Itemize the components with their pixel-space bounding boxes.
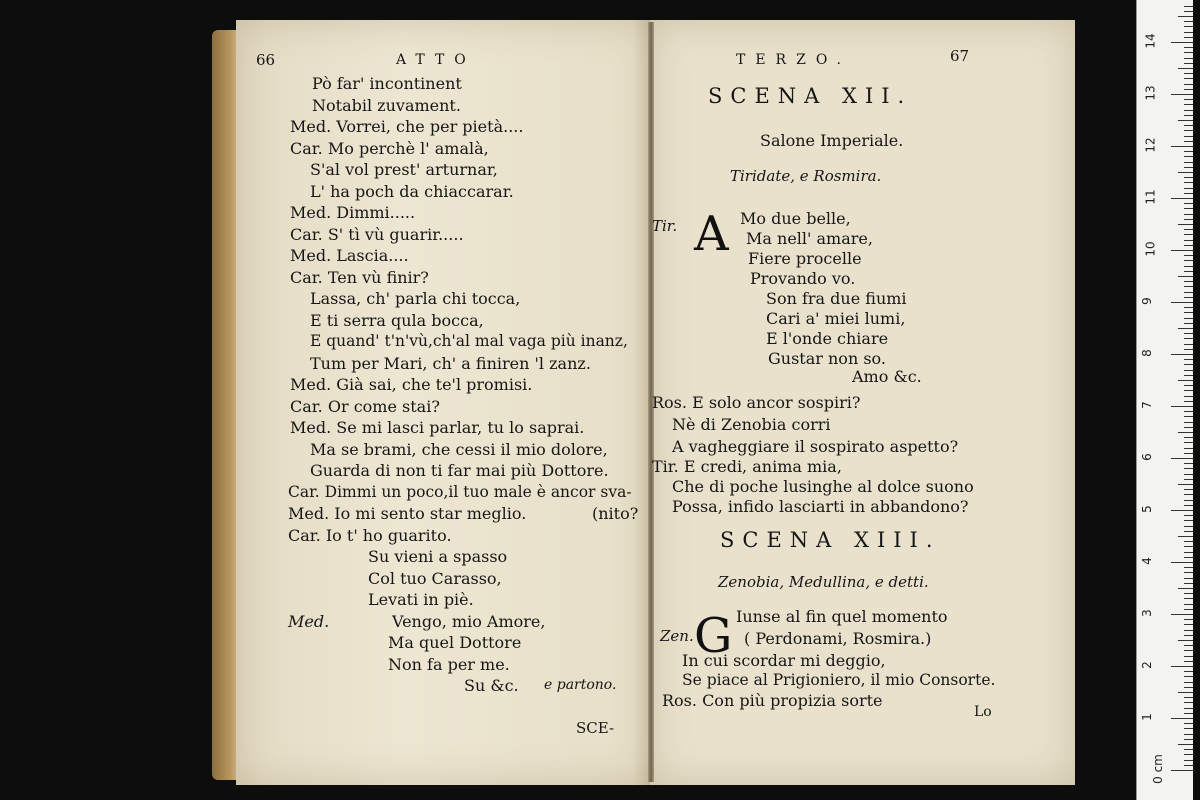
left-line-23: Car. Io t' ho guarito. <box>288 526 452 545</box>
ruler-tick <box>1171 354 1193 355</box>
ruler-tick <box>1184 208 1193 209</box>
ruler-tick <box>1178 588 1193 589</box>
aria-line-3: Fiere procelle <box>748 249 862 268</box>
ruler-tick <box>1184 390 1193 391</box>
left-line-22: (nito? <box>592 504 639 523</box>
ruler-tick <box>1178 640 1193 641</box>
ruler-tick <box>1184 229 1193 230</box>
ruler-tick <box>1178 536 1193 537</box>
left-line-7: Med. Dimmi..... <box>290 203 416 222</box>
ruler-tick <box>1178 16 1193 17</box>
aria-line-8: Gustar non so. <box>768 349 886 368</box>
ruler-number: 6 <box>1139 453 1154 461</box>
ruler-tick <box>1184 260 1193 261</box>
left-line-10: Car. Ten vù finir? <box>290 268 429 287</box>
ruler-tick <box>1184 219 1193 220</box>
ruler-tick <box>1184 234 1193 235</box>
ruler-number: 8 <box>1139 349 1154 357</box>
ruler-tick <box>1184 156 1193 157</box>
ruler-tick <box>1184 760 1193 761</box>
ruler-tick <box>1178 68 1193 69</box>
ruler-tick <box>1178 224 1193 225</box>
ruler-tick <box>1184 78 1193 79</box>
ruler-tick <box>1184 141 1193 142</box>
ruler-tick <box>1184 676 1193 677</box>
ruler-tick <box>1184 182 1193 183</box>
ruler-tick <box>1184 323 1193 324</box>
dialogue2-line-1: Iunse al fin quel momento <box>736 607 948 626</box>
left-line-28: Vengo, mio Amore, <box>392 612 546 631</box>
dialogue1-line-6: Possa, infido lasciarti in abbandono? <box>672 497 969 516</box>
left-line-26: Levati in piè. <box>368 590 474 609</box>
scena-xii-place: Salone Imperiale. <box>760 131 904 150</box>
ruler-tick <box>1184 489 1193 490</box>
ruler-tick <box>1184 73 1193 74</box>
ruler-tick <box>1184 448 1193 449</box>
ruler-tick <box>1184 63 1193 64</box>
ruler-tick <box>1171 94 1193 95</box>
ruler-tick <box>1184 255 1193 256</box>
ruler-tick <box>1184 21 1193 22</box>
ruler-tick <box>1178 120 1193 121</box>
ruler-tick <box>1171 614 1193 615</box>
ruler-tick <box>1184 338 1193 339</box>
ruler-tick <box>1178 692 1193 693</box>
ruler-tick <box>1171 666 1193 667</box>
ruler-tick <box>1184 89 1193 90</box>
ruler-tick <box>1184 307 1193 308</box>
ruler-tick <box>1184 349 1193 350</box>
ruler-tick <box>1184 526 1193 527</box>
ruler-tick <box>1184 687 1193 688</box>
left-line-24: Su vieni a spasso <box>368 547 508 566</box>
dialogue2-line-2: ( Perdonami, Rosmira.) <box>744 629 932 648</box>
ruler-tick <box>1184 297 1193 298</box>
scena-xii-title: SCENA XII. <box>708 84 913 108</box>
ruler-tick <box>1184 151 1193 152</box>
ruler-tick <box>1184 650 1193 651</box>
ruler-tick <box>1184 47 1193 48</box>
ruler-tick <box>1184 442 1193 443</box>
left-catchword: SCE- <box>576 719 615 737</box>
scena-xiii-title: SCENA XIII. <box>720 528 941 552</box>
ruler-tick <box>1184 162 1193 163</box>
left-line-32: e partono. <box>544 677 617 693</box>
ruler-tick <box>1171 770 1193 771</box>
ruler-tick <box>1184 656 1193 657</box>
ruler-tick <box>1184 375 1193 376</box>
ruler-tick <box>1184 624 1193 625</box>
left-line-15: Med. Già sai, che te'l promisi. <box>290 375 533 394</box>
ruler-tick <box>1178 328 1193 329</box>
left-line-21: Med. Io mi sento star meglio. <box>288 504 527 523</box>
ruler-number: 2 <box>1139 661 1154 669</box>
left-line-13: E quand' t'n'vù,ch'al mal vaga più inanz, <box>310 332 628 350</box>
left-line-17: Med. Se mi lasci parlar, tu lo saprai. <box>290 418 585 437</box>
right-page-number: 67 <box>950 47 970 65</box>
dialogue2-line-4: Se piace al Prigioniero, il mio Consorte. <box>682 671 996 689</box>
ruler-tick <box>1184 515 1193 516</box>
ruler-tick <box>1184 396 1193 397</box>
ruler-tick <box>1184 110 1193 111</box>
ruler-tick <box>1184 437 1193 438</box>
dialogue1-line-2: Nè di Zenobia corri <box>672 415 831 434</box>
ruler-tick <box>1184 37 1193 38</box>
ruler-number: 1 <box>1139 713 1154 721</box>
ruler-number: 0 cm <box>1150 754 1165 784</box>
ruler-tick <box>1184 661 1193 662</box>
ruler-tick <box>1184 427 1193 428</box>
left-line-3: Med. Vorrei, che per pietà.... <box>290 117 524 136</box>
ruler-tick <box>1184 281 1193 282</box>
left-line-20: Car. Dimmi un poco,il tuo male è ancor sva- <box>288 483 632 501</box>
speaker-tir: Tir. <box>652 217 678 235</box>
ruler-tick <box>1178 380 1193 381</box>
ruler-tick <box>1184 26 1193 27</box>
ruler-tick <box>1184 754 1193 755</box>
ruler-tick <box>1184 593 1193 594</box>
ruler-tick <box>1171 302 1193 303</box>
ruler-number: 3 <box>1139 609 1154 617</box>
ruler-tick <box>1184 708 1193 709</box>
right-running-head: TERZO. <box>736 52 851 68</box>
aria-line-2: Ma nell' amare, <box>746 229 873 248</box>
dialogue1-line-4: Tir. E credi, anima mia, <box>652 457 842 476</box>
ruler-number: 13 <box>1143 85 1158 101</box>
left-line-19: Guarda di non ti far mai più Dottore. <box>310 461 609 480</box>
scena-xiii-characters: Zenobia, Medullina, e detti. <box>718 573 929 591</box>
dropcap-a: A <box>694 206 729 262</box>
ruler-tick <box>1184 765 1193 766</box>
ruler-tick <box>1184 500 1193 501</box>
ruler-number: 5 <box>1139 505 1154 513</box>
ruler-tick <box>1184 609 1193 610</box>
ruler-tick <box>1184 702 1193 703</box>
ruler-tick <box>1171 406 1193 407</box>
ruler-tick <box>1184 541 1193 542</box>
ruler-tick <box>1184 739 1193 740</box>
ruler-tick <box>1171 250 1193 251</box>
dropcap-g: G <box>694 608 733 664</box>
ruler-tick <box>1184 240 1193 241</box>
ruler-tick <box>1184 604 1193 605</box>
ruler-tick <box>1184 359 1193 360</box>
ruler-tick <box>1184 370 1193 371</box>
left-line-2: Notabil zuvament. <box>312 96 461 115</box>
ruler-tick <box>1184 422 1193 423</box>
ruler-tick <box>1184 671 1193 672</box>
scena-xii-characters: Tiridate, e Rosmira. <box>730 167 882 185</box>
ruler-tick <box>1184 531 1193 532</box>
left-running-head: ATTO <box>396 52 476 68</box>
aria-line-1: Mo due belle, <box>740 209 851 228</box>
left-page-number: 66 <box>256 51 276 69</box>
ruler-tick <box>1184 245 1193 246</box>
ruler-tick <box>1184 104 1193 105</box>
aria-line-7: E l'onde chiare <box>766 329 889 348</box>
left-line-29: Ma quel Dottore <box>388 633 522 652</box>
ruler-tick <box>1184 713 1193 714</box>
ruler-tick <box>1184 578 1193 579</box>
ruler-tick <box>1184 734 1193 735</box>
ruler-tick <box>1184 411 1193 412</box>
ruler-tick <box>1184 552 1193 553</box>
ruler-number: 4 <box>1139 557 1154 565</box>
ruler-tick <box>1184 385 1193 386</box>
ruler-tick <box>1184 344 1193 345</box>
left-line-30: Non fa per me. <box>388 655 510 674</box>
ruler-tick <box>1184 52 1193 53</box>
ruler-tick <box>1178 744 1193 745</box>
ruler-tick <box>1184 312 1193 313</box>
ruler-tick <box>1184 468 1193 469</box>
ruler-tick <box>1171 458 1193 459</box>
ruler-tick <box>1184 266 1193 267</box>
ruler-number: 7 <box>1139 401 1154 409</box>
left-line-4: Car. Mo perchè l' amalà, <box>290 139 489 158</box>
ruler-tick <box>1178 432 1193 433</box>
ruler-tick <box>1184 203 1193 204</box>
measuring-ruler <box>1136 0 1193 800</box>
ruler-tick <box>1184 401 1193 402</box>
dialogue1-line-5: Che di poche lusinghe al dolce suono <box>672 477 974 496</box>
ruler-tick <box>1184 271 1193 272</box>
ruler-tick <box>1184 474 1193 475</box>
ruler-number: 9 <box>1139 297 1154 305</box>
left-line-9: Med. Lascia.... <box>290 246 409 265</box>
ruler-tick <box>1184 32 1193 33</box>
ruler-tick <box>1184 749 1193 750</box>
ruler-tick <box>1184 630 1193 631</box>
ruler-tick <box>1184 130 1193 131</box>
left-line-25: Col tuo Carasso, <box>368 569 502 588</box>
ruler-tick <box>1184 286 1193 287</box>
ruler-tick <box>1184 11 1193 12</box>
ruler-tick <box>1184 99 1193 100</box>
ruler-tick <box>1184 619 1193 620</box>
ruler-tick <box>1171 42 1193 43</box>
ruler-tick <box>1184 645 1193 646</box>
left-line-1: Pò far' incontinent <box>312 74 462 93</box>
ruler-tick <box>1184 479 1193 480</box>
ruler-tick <box>1184 292 1193 293</box>
ruler-tick <box>1184 557 1193 558</box>
ruler-number: 14 <box>1143 33 1158 49</box>
ruler-tick <box>1178 172 1193 173</box>
ruler-tick <box>1184 520 1193 521</box>
dialogue2-line-3: In cui scordar mi deggio, <box>682 651 886 670</box>
ruler-tick <box>1184 214 1193 215</box>
ruler-number: 12 <box>1143 137 1158 153</box>
ruler-number: 11 <box>1143 189 1158 205</box>
dialogue1-line-3: A vagheggiare il sospirato aspetto? <box>672 437 959 456</box>
aria-line-5: Son fra due fiumi <box>766 289 907 308</box>
ruler-tick <box>1184 58 1193 59</box>
ruler-tick <box>1184 167 1193 168</box>
ruler-tick <box>1171 562 1193 563</box>
ruler-tick <box>1184 635 1193 636</box>
ruler-tick <box>1178 484 1193 485</box>
left-line-11: Lassa, ch' parla chi tocca, <box>310 289 521 308</box>
left-line-5: S'al vol prest' arturnar, <box>310 160 498 179</box>
ruler-tick <box>1184 6 1193 7</box>
ruler-tick <box>1184 463 1193 464</box>
ruler-tick <box>1184 193 1193 194</box>
left-line-6: L' ha poch da chiaccarar. <box>310 182 514 201</box>
ruler-tick <box>1184 546 1193 547</box>
left-line-14: Tum per Mari, ch' a finiren 'l zanz. <box>310 354 591 373</box>
ruler-tick <box>1184 364 1193 365</box>
ruler-tick <box>1178 276 1193 277</box>
aria-line-9: Amo &c. <box>852 367 922 386</box>
left-line-16: Car. Or come stai? <box>290 397 440 416</box>
aria-line-6: Cari a' miei lumi, <box>766 309 906 328</box>
ruler-tick <box>1184 728 1193 729</box>
aria-line-4: Provando vo. <box>750 269 856 288</box>
ruler-tick <box>1184 494 1193 495</box>
speaker-zen: Zen. <box>660 627 694 645</box>
ruler-tick <box>1184 572 1193 573</box>
ruler-tick <box>1184 583 1193 584</box>
ruler-tick <box>1184 125 1193 126</box>
dialogue2-line-5: Ros. Con più propizia sorte <box>662 691 883 710</box>
ruler-tick <box>1184 177 1193 178</box>
ruler-tick <box>1171 718 1193 719</box>
left-line-12: E ti serra qula bocca, <box>310 311 484 330</box>
ruler-tick <box>1184 84 1193 85</box>
ruler-tick <box>1184 697 1193 698</box>
ruler-tick <box>1171 146 1193 147</box>
ruler-tick <box>1184 505 1193 506</box>
ruler-tick <box>1184 723 1193 724</box>
ruler-tick <box>1184 188 1193 189</box>
ruler-tick <box>1184 115 1193 116</box>
ruler-tick <box>1184 136 1193 137</box>
left-line-8: Car. S' tì vù guarir..... <box>290 225 464 244</box>
ruler-tick <box>1184 598 1193 599</box>
ruler-tick <box>1171 198 1193 199</box>
ruler-number: 10 <box>1143 241 1158 257</box>
ruler-tick <box>1184 682 1193 683</box>
left-line-31: Su &c. <box>464 676 519 695</box>
dialogue1-line-1: Ros. E solo ancor sospiri? <box>652 393 861 412</box>
ruler-tick <box>1184 318 1193 319</box>
ruler-tick <box>1184 567 1193 568</box>
right-catchword: Lo <box>974 704 992 720</box>
ruler-tick <box>1184 453 1193 454</box>
left-line-27: Med. <box>288 612 330 631</box>
ruler-tick <box>1171 510 1193 511</box>
left-line-18: Ma se brami, che cessi il mio dolore, <box>310 440 608 459</box>
ruler-tick <box>1184 333 1193 334</box>
ruler-tick <box>1184 416 1193 417</box>
